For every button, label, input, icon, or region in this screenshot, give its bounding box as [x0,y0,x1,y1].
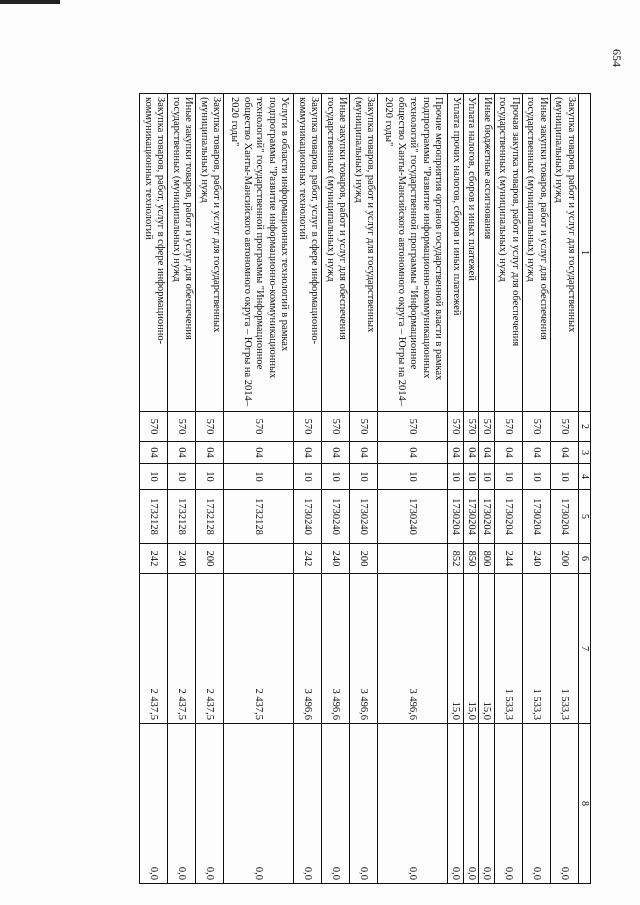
cell-amount-1: 1 533,3 [495,574,523,724]
cell-expense-type: 800 [479,544,495,574]
header-col-2: 2 [579,412,591,442]
cell-section: 04 [322,442,350,464]
cell-expense-type: 850 [464,544,480,574]
cell-subsection: 10 [378,464,448,490]
table-row [551,94,579,884]
table-row [168,94,196,884]
cell-ministry-code: 570 [140,412,168,442]
header-col-3: 3 [579,442,591,464]
cell-expense-type [378,544,448,574]
cell-target-article: 1730240 [294,490,322,544]
cell-section: 04 [523,442,551,464]
cell-section: 04 [224,442,294,464]
cell-target-article: 1732128 [196,490,224,544]
header-col-1: 1 [579,94,591,412]
cell-ministry-code: 570 [378,412,448,442]
cell-target-article: 1730240 [322,490,350,544]
cell-subsection: 10 [196,464,224,490]
cell-expense-type: 200 [551,544,579,574]
cell-expense-type: 852 [448,544,464,574]
cell-target-article: 1730240 [350,490,378,544]
cell-name: Иные бюджетные ассигнования [479,94,495,412]
cell-ministry-code: 570 [448,412,464,442]
table-row [350,94,378,884]
cell-name: Прочие мероприятия органов государственной власти в рамках подпрограммы "Развитие информационно-коммуникационных технологий" государственной программы "Информационное общество Ханты-Мансийского автономного округа – Югры на 2014–2020 годы" [378,94,448,412]
cell-target-article: 1732128 [140,490,168,544]
cell-subsection: 10 [479,464,495,490]
cell-target-article: 1730204 [523,490,551,544]
cell-target-article: 1730204 [464,490,480,544]
cell-amount-1: 3 496,6 [350,574,378,724]
scan-corner-mark [0,0,60,4]
cell-expense-type: 200 [196,544,224,574]
cell-amount-1: 2 437,5 [168,574,196,724]
cell-ministry-code: 570 [322,412,350,442]
cell-expense-type: 240 [523,544,551,574]
cell-amount-1: 15,0 [464,574,480,724]
header-col-6: 6 [579,544,591,574]
cell-ministry-code: 570 [196,412,224,442]
cell-target-article: 1730204 [479,490,495,544]
cell-target-article: 1730240 [378,490,448,544]
cell-ministry-code: 570 [551,412,579,442]
cell-name: Прочая закупка товаров, работ и услуг для обеспечения государственных (муниципальных) нужд [495,94,523,412]
cell-amount-2: 0,0 [495,724,523,884]
cell-section: 04 [464,442,480,464]
cell-amount-2: 0,0 [448,724,464,884]
cell-section: 04 [294,442,322,464]
cell-amount-2: 0,0 [196,724,224,884]
header-col-5: 5 [579,490,591,544]
cell-expense-type: 240 [168,544,196,574]
cell-amount-2: 0,0 [551,724,579,884]
cell-expense-type: 244 [495,544,523,574]
cell-name: Закупка товаров, работ, услуг в сфере информационно-коммуникационных технологий [294,94,322,412]
table-row [448,94,464,884]
cell-amount-1: 1 533,3 [551,574,579,724]
cell-section: 04 [140,442,168,464]
cell-name: Уплата налогов, сборов и иных платежей [464,94,480,412]
cell-amount-1: 2 437,5 [196,574,224,724]
cell-amount-1: 2 437,5 [140,574,168,724]
cell-amount-1: 1 533,3 [523,574,551,724]
budget-table [140,93,592,884]
cell-amount-1: 3 496,6 [294,574,322,724]
cell-name: Уплата прочих налогов, сборов и иных платежей [448,94,464,412]
cell-ministry-code: 570 [224,412,294,442]
cell-subsection: 10 [224,464,294,490]
cell-ministry-code: 570 [523,412,551,442]
cell-amount-2: 0,0 [224,724,294,884]
cell-ministry-code: 570 [294,412,322,442]
cell-section: 04 [168,442,196,464]
cell-section: 04 [448,442,464,464]
cell-expense-type: 200 [350,544,378,574]
cell-subsection: 10 [350,464,378,490]
cell-target-article: 1732128 [168,490,196,544]
cell-section: 04 [196,442,224,464]
table-row [479,94,495,884]
cell-name: Иные закупки товаров, работ и услуг для обеспечения государственных (муниципальных) нужд [168,94,196,412]
table-row [322,94,350,884]
table-header-row [579,94,591,884]
cell-section: 04 [495,442,523,464]
cell-amount-1: 3 496,6 [322,574,350,724]
cell-expense-type: 242 [294,544,322,574]
cell-name: Закупка товаров, работ и услуг для государственных (муниципальных) нужд [551,94,579,412]
cell-target-article: 1730204 [551,490,579,544]
cell-subsection: 10 [551,464,579,490]
cell-amount-1: 15,0 [479,574,495,724]
cell-target-article: 1730204 [448,490,464,544]
cell-amount-1: 3 496,6 [378,574,448,724]
cell-ministry-code: 570 [464,412,480,442]
cell-ministry-code: 570 [495,412,523,442]
cell-amount-1: 15,0 [448,574,464,724]
cell-name: Иные закупки товаров, работ и услуг для обеспечения государственных (муниципальных) нужд [523,94,551,412]
cell-amount-2: 0,0 [294,724,322,884]
header-col-4: 4 [579,464,591,490]
cell-section: 04 [479,442,495,464]
cell-amount-2: 0,0 [378,724,448,884]
cell-amount-2: 0,0 [523,724,551,884]
table-row [523,94,551,884]
cell-target-article: 1732128 [224,490,294,544]
page-number: 654 [610,49,624,67]
cell-subsection: 10 [168,464,196,490]
cell-section: 04 [378,442,448,464]
cell-name: Иные закупки товаров, работ и услуг для обеспечения государственных (муниципальных) нужд [322,94,350,412]
cell-subsection: 10 [464,464,480,490]
cell-amount-2: 0,0 [140,724,168,884]
header-col-7: 7 [579,574,591,724]
cell-subsection: 10 [140,464,168,490]
cell-expense-type [224,544,294,574]
cell-subsection: 10 [523,464,551,490]
table-row [140,94,168,884]
cell-subsection: 10 [448,464,464,490]
cell-amount-2: 0,0 [322,724,350,884]
cell-name: Услуги в области информационных технологий в рамках подпрограммы "Развитие информационно-коммуникационных технологий" государственной программы "Информационное общество Ханты-Мансийского автономного округа – Югры на 2014–2020 годы" [224,94,294,412]
cell-section: 04 [350,442,378,464]
cell-expense-type: 242 [140,544,168,574]
table-row [378,94,448,884]
cell-amount-2: 0,0 [479,724,495,884]
cell-target-article: 1730204 [495,490,523,544]
table-row [196,94,224,884]
table-row [224,94,294,884]
cell-amount-2: 0,0 [350,724,378,884]
table-row [464,94,480,884]
cell-expense-type: 240 [322,544,350,574]
table-row [294,94,322,884]
cell-ministry-code: 570 [479,412,495,442]
header-col-8: 8 [579,724,591,884]
cell-ministry-code: 570 [168,412,196,442]
cell-amount-1: 2 437,5 [224,574,294,724]
cell-subsection: 10 [322,464,350,490]
table-body [140,94,579,884]
cell-name: Закупка товаров, работ, услуг в сфере информационно-коммуникационных технологий [140,94,168,412]
cell-name: Закупка товаров, работ и услуг для государственных (муниципальных) нужд [196,94,224,412]
cell-name: Закупка товаров, работ и услуг для государственных (муниципальных) нужд [350,94,378,412]
cell-section: 04 [551,442,579,464]
cell-amount-2: 0,0 [464,724,480,884]
cell-subsection: 10 [495,464,523,490]
cell-ministry-code: 570 [350,412,378,442]
cell-subsection: 10 [294,464,322,490]
table-row [495,94,523,884]
cell-amount-2: 0,0 [168,724,196,884]
rotated-budget-table-wrapper [80,93,591,883]
